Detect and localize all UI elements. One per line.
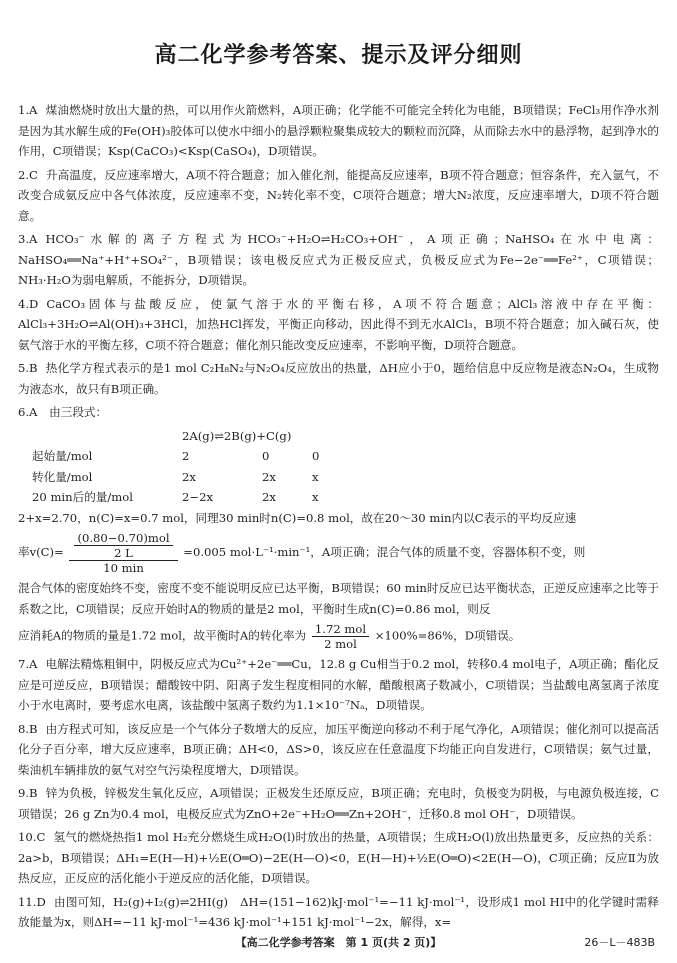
conversion-fraction: $\frac{\text{1.72 mol}}{\text{2 mol}}$ (312, 622, 369, 651)
table-cell (312, 426, 352, 447)
answer-item: 4.D CaCO₃固体与盐酸反应，使氯气溶于水的平衡右移，A项不符合题意；AlCl₃溶液中存在平衡：AlCl₃+3H₂O⇌Al(OH)₃+3HCl，加热HCl挥发，平衡正向移动，因此得不到无水AlCl₃，B项不符合题意；加入碱石灰，使氨气溶于水的平衡左移，C项不符合题意；催化剂只能改变反应速率，不影响平衡，D项符合题意。 (18, 296, 659, 352)
table-cell: 转化量/mol (32, 469, 93, 484)
answer-item: 10.C 氢气的燃烧热指1 mol H₂充分燃烧生成H₂O(l)时放出的热量，A项错误；生成H₂O(l)放出热量更多，反应热的关系：2a>b，B项错误；ΔH₁=E(H—H)+½E(O═O)−2E(H—O)<0，E(H—H)+½E(O═O)<2E(H—O)，C项正确；反应Ⅱ为放热反应，正反应的活化能小于逆反应的活化能，D项错误。 (18, 830, 659, 885)
table-cell: 2A(g)⇌2B(g)+C(g) (182, 428, 292, 443)
answer-item: 8.B 由方程式可知，该反应是一个气体分子数增大的反应，加压平衡逆向移动不利于尾气净化，A项错误；催化剂可以提高活化分子百分率，增大反应速率，B项正确；ΔH<0，ΔS>0，该反应在任意温度下均能正向自发进行，C项错误；氨气过量，柴油机车辆排放的氨气对空气污染程度增大，D项错误。 (18, 721, 659, 777)
footer-page-info: 【高二化学参考答案 第 1 页(共 2 页)】 (235, 936, 442, 949)
table-cell: 2 (182, 449, 190, 463)
answer-item: 5.B 热化学方程式表示的是1 mol C₂H₈N₂与N₂O₄反应放出的热量，ΔH应小于0，题给信息中反应物是液态N₂O₄，生成物为液态水，故只有B项正确。 (18, 361, 659, 396)
answer-item: 3.A HCO₃⁻水解的离子方程式为HCO₃⁻+H₂O⇌H₂CO₃+OH⁻，A项正确；NaHSO₄在水中电离：NaHSO₄══Na⁺+H⁺+SO₄²⁻，B项错误；该电极反应式为正极反应式，负极反应式为Fe−2e⁻══Fe²⁺，C项错误；NH₃·H₂O为弱电解质，不能拆分，D项错误。 (18, 232, 659, 287)
three-stage-table (32, 426, 659, 508)
answer-item: 9.B 锌为负极，锌极发生氧化反应，A项错误；正极发生还原反应，B项正确；充电时，负极变为阴极，与电源负极连接，C项错误；26 g Zn为0.4 mol，电极反应式为ZnO+2e⁻+H₂O══Zn+2OH⁻，迁移0.8 mol OH⁻，D项错误。 (18, 786, 659, 821)
table-cell (262, 426, 312, 447)
table-cell: 2x (262, 469, 276, 484)
table-cell: 2x (262, 490, 276, 504)
answer-6-line3: 混合气体的密度始终不变，密度不变不能说明反应已达平衡，B项错误；60 min时反应已达平衡状态，正逆反应速率之比等于系数之比，C项错误；反应开始时A的物质的量是2 mol，平衡时生成n(C)=0.86 mol，则反 (18, 581, 659, 616)
answer-6-line1: 2+x=2.70，n(C)=x=0.7 mol，同理30 min时n(C)=0.8 mol，故在20～30 min内以C表示的平均反应速 (18, 510, 577, 525)
answer-item: 7.A 电解法精炼粗铜中，阴极反应式为Cu²⁺+2e⁻══Cu，12.8 g Cu相当于0.2 mol，转移0.4 mol电子，A项正确；酯化反应是可逆反应，B项错误；醋酸铵中阴、阳离子发生程度相同的水解，醋酸根离子数减小，C项错误；当盐酸电离氢离子浓度小于水电离时，要考虑水电离，该盐酸中氢离子数约为1.1×10⁻⁷Nₐ，D项错误。 (18, 657, 659, 712)
footer-code: 26－L－483B (584, 936, 655, 949)
answer-item-6: 6.A 由三段式： (18, 405, 108, 419)
table-cell: 2−2x (182, 490, 214, 504)
table-cell: x (312, 469, 319, 484)
answer-item: 2.C 升高温度，反应速率增大，A项不符合题意；加入催化剂，能提高反应速率，B项不符合题意；恒容条件，充入氩气，不改变合成氨反应中各气体浓度，反应速率不变，N₂转化率不变，C项符合题意；增大N₂浓度，反应速率增大，D项不符合题意。 (18, 167, 659, 223)
rate-fraction: $\frac{\frac{\text{(0.80−0.70)mol}}{2 L}}{10 \min}$ (69, 531, 177, 575)
table-cell (32, 426, 182, 447)
table-cell: 0 (262, 449, 270, 463)
answer-item: 11.D 由图可知，H₂(g)+I₂(g)⇌2HI(g) ΔH=(151−162)kJ·mol⁻¹=−11 kJ·mol⁻¹，设形成1 mol HI中的化学键时需释放能量为x，则ΔH=−11 kJ·mol⁻¹=436 kJ·mol⁻¹+151 kJ·mol⁻¹−2x，解得，x= (18, 894, 659, 929)
table-cell: 起始量/mol (32, 449, 93, 463)
answer-6-line2: 率v(C)= $\frac{\frac{\text{(0.80−0.70)mol}}{2 L}}{10 \min}$ =0.005 mol·L⁻¹·min⁻¹，A项正确；混合气体的质量不变，容器体积不变，则 (18, 531, 586, 575)
answer-item: 1.A 煤油燃烧时放出大量的热，可以用作火箭燃料，A项正确；化学能不可能完全转化为电能，B项错误；FeCl₃用作净水剂是因为其水解生成的Fe(OH)₃胶体可以使水中细小的悬浮颗粒聚集成较大的颗粒而沉降，从而除去水中的悬浮物，起到净水的作用，C项错误；Ksp(CaCO₃)<Ksp(CaSO₄)，D项错误。 (18, 103, 659, 158)
table-cell: 0 (312, 449, 320, 463)
table-cell: 20 min后的量/mol (32, 490, 133, 504)
page-title: 高二化学参考答案、提示及评分细则 (154, 43, 523, 68)
table-cell: 2x (182, 469, 196, 484)
answer-6-line4: 应消耗A的物质的量是1.72 mol，故平衡时A的转化率为 $\frac{\text{1.72 mol}}{\text{2 mol}}$ ×100%=86%，D项错误。 (18, 622, 521, 651)
table-cell: x (312, 490, 319, 504)
answer-body (18, 100, 659, 936)
